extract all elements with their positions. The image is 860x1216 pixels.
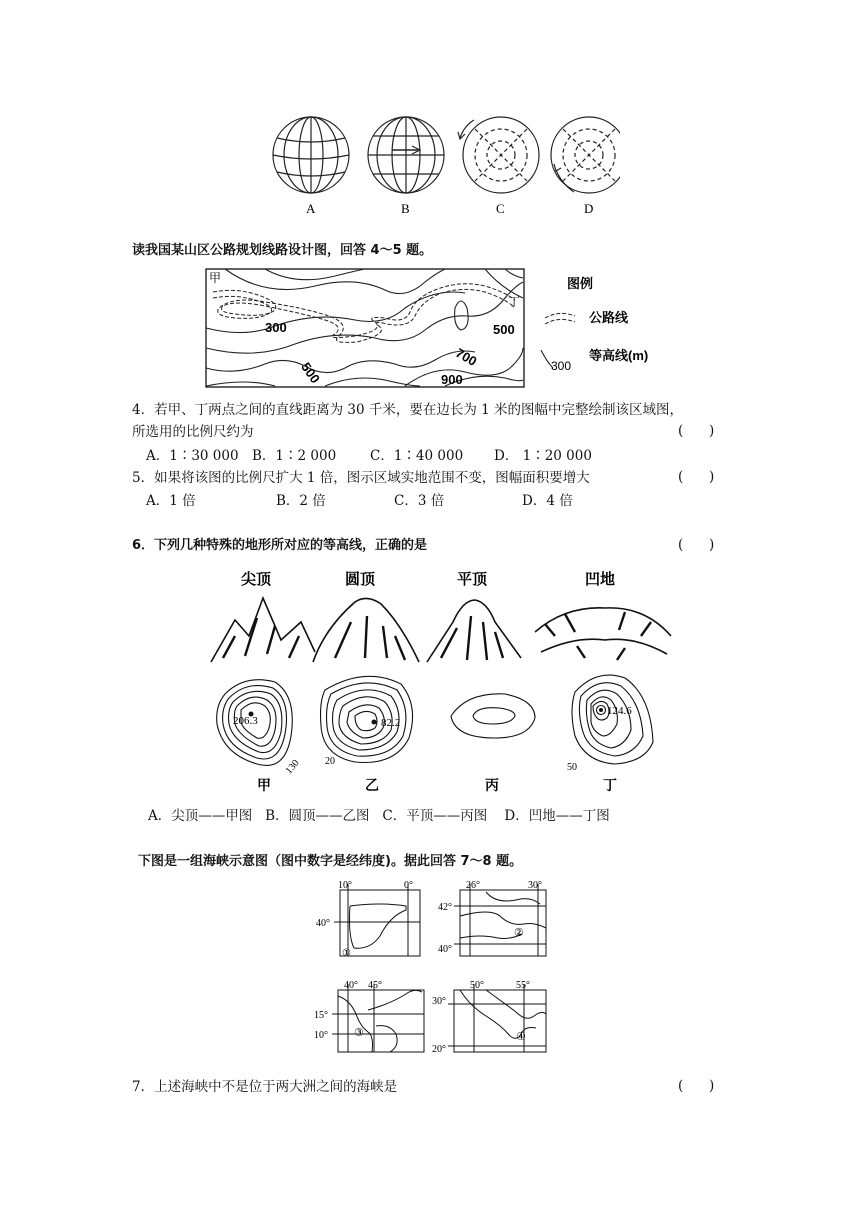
q4-option-c[interactable]: C．1∶40 000 <box>370 448 464 464</box>
m2-lat-bottom: 40° <box>438 944 452 955</box>
m1-marker: ① <box>342 948 351 959</box>
q6-options[interactable]: A．尖顶——甲图 B．圆顶——乙图 C．平顶——丙图 D．凹地——丁图 <box>148 808 610 824</box>
m3-lon-right: 45° <box>368 980 382 991</box>
globe-figures <box>260 110 620 220</box>
peak-point-ding <box>599 708 603 712</box>
globe-label-a: A <box>306 201 316 216</box>
contour-label-700: 700 <box>453 345 480 369</box>
contour-label-900: 900 <box>441 372 463 387</box>
q7-answer-blank[interactable]: ( ) <box>678 1078 715 1094</box>
terrain-label-flat: 平顶 <box>457 571 488 588</box>
m2-lat-top: 42° <box>438 902 452 913</box>
strait-maps <box>310 876 560 1058</box>
q6-answer-blank[interactable]: ( ) <box>678 537 715 553</box>
m2-lon-right: 30° <box>528 880 542 891</box>
globe-a <box>273 117 349 193</box>
legend-contour-label: 等高线(m) <box>589 348 649 363</box>
q4-option-b[interactable]: B．1∶2 000 <box>252 448 337 464</box>
yi-peak-value: 82.2 <box>381 717 401 729</box>
contour-map-bing <box>451 694 535 738</box>
strait-map-2 <box>454 884 546 956</box>
m2-marker: ② <box>514 927 524 939</box>
contour-lines <box>206 269 523 386</box>
m4-lon-left: 50° <box>470 980 484 991</box>
globe-label-b: B <box>401 201 410 216</box>
m4-lat-top: 30° <box>432 996 446 1007</box>
legend-title: 图例 <box>567 276 594 291</box>
strait-map-1 <box>334 884 420 956</box>
m4-lon-right: 55° <box>516 980 530 991</box>
road-planning-map <box>205 268 675 390</box>
m4-marker: ④ <box>516 1031 526 1043</box>
strait-map-4 <box>448 984 546 1052</box>
globe-d <box>551 117 620 193</box>
strait-map-3 <box>332 984 424 1052</box>
terrain-label-dome: 圆顶 <box>345 571 376 588</box>
peak-point-yi <box>372 720 377 725</box>
yi-base-value: 20 <box>325 756 335 767</box>
q5-option-d[interactable]: D．4 倍 <box>522 493 573 509</box>
q4-option-a[interactable]: A．1∶30 000 <box>146 448 239 464</box>
terrain-label-basin: 凹地 <box>585 571 616 588</box>
contour-map-ding <box>572 675 653 764</box>
terrain-figures <box>205 566 675 798</box>
map-label-bing: 丙 <box>485 777 499 793</box>
q4-line2: 所选用的比例尺约为 <box>132 424 254 440</box>
contour-label-500-right: 500 <box>493 322 515 337</box>
q4-line1: 4．若甲、丁两点之间的直线距离为 30 千米，要在边长为 1 米的图幅中完整绘制该区域图， <box>132 402 684 418</box>
q7-text: 7．上述海峡中不是位于两大洲之间的海峡是 <box>132 1079 398 1095</box>
map-label-jia: 甲 <box>257 777 271 793</box>
legend-contour-value: 300 <box>551 359 572 373</box>
q6-text: 6．下列几种特殊的地形所对应的等高线，正确的是 <box>132 538 428 553</box>
point-ding: 丁 <box>508 295 521 309</box>
q5-text: 5．如果将该图的比例尺扩大 1 倍，图示区域实地范围不变，图幅面积要增大 <box>132 470 590 486</box>
q4-option-d[interactable]: D． 1∶20 000 <box>494 448 592 464</box>
jia-base-value: 130 <box>283 757 302 777</box>
m3-lat-top: 15° <box>314 1010 328 1021</box>
q5-option-b[interactable]: B．2 倍 <box>276 493 326 509</box>
map-label-yi: 乙 <box>365 777 379 793</box>
m3-lat-bottom: 10° <box>314 1030 328 1041</box>
globe-b <box>368 117 444 193</box>
map-label-ding: 丁 <box>603 777 617 793</box>
contour-label-300: 300 <box>265 320 287 335</box>
terrain-label-peak: 尖顶 <box>241 571 272 588</box>
jia-peak-value: 206.3 <box>233 715 258 727</box>
q5-option-c[interactable]: C．3 倍 <box>394 493 445 509</box>
m3-marker: ③ <box>354 1027 364 1039</box>
q5-answer-blank[interactable]: ( ) <box>678 469 715 485</box>
q78-intro: 下图是一组海峡示意图（图中数字是经纬度)。据此回答 7～8 题。 <box>138 854 523 869</box>
globe-label-c: C <box>496 201 505 216</box>
m1-lon-left: 10° <box>338 880 352 891</box>
terrain-sketches <box>211 598 671 662</box>
globe-c <box>458 117 539 193</box>
globe-label-d: D <box>584 201 594 216</box>
m2-lon-left: 26° <box>466 880 480 891</box>
q5-option-a[interactable]: A．1 倍 <box>146 493 196 509</box>
road-line <box>213 284 515 343</box>
legend-road-label: 公路线 <box>589 310 629 325</box>
point-jia: 甲 <box>209 271 222 285</box>
m1-lat: 40° <box>316 918 330 929</box>
q45-intro: 读我国某山区公路规划线路设计图，回答 4～5 题。 <box>132 243 433 258</box>
q4-answer-blank[interactable]: ( ) <box>678 423 715 439</box>
m1-lon-right: 0° <box>404 880 413 891</box>
legend-road-symbol <box>545 313 575 324</box>
ding-base-value: 50 <box>567 762 577 773</box>
m3-lon-left: 40° <box>344 980 358 991</box>
m4-lat-bottom: 20° <box>432 1044 446 1055</box>
contour-label-500-left: 500 <box>298 359 323 387</box>
ding-peak-value: 124.6 <box>607 705 632 717</box>
